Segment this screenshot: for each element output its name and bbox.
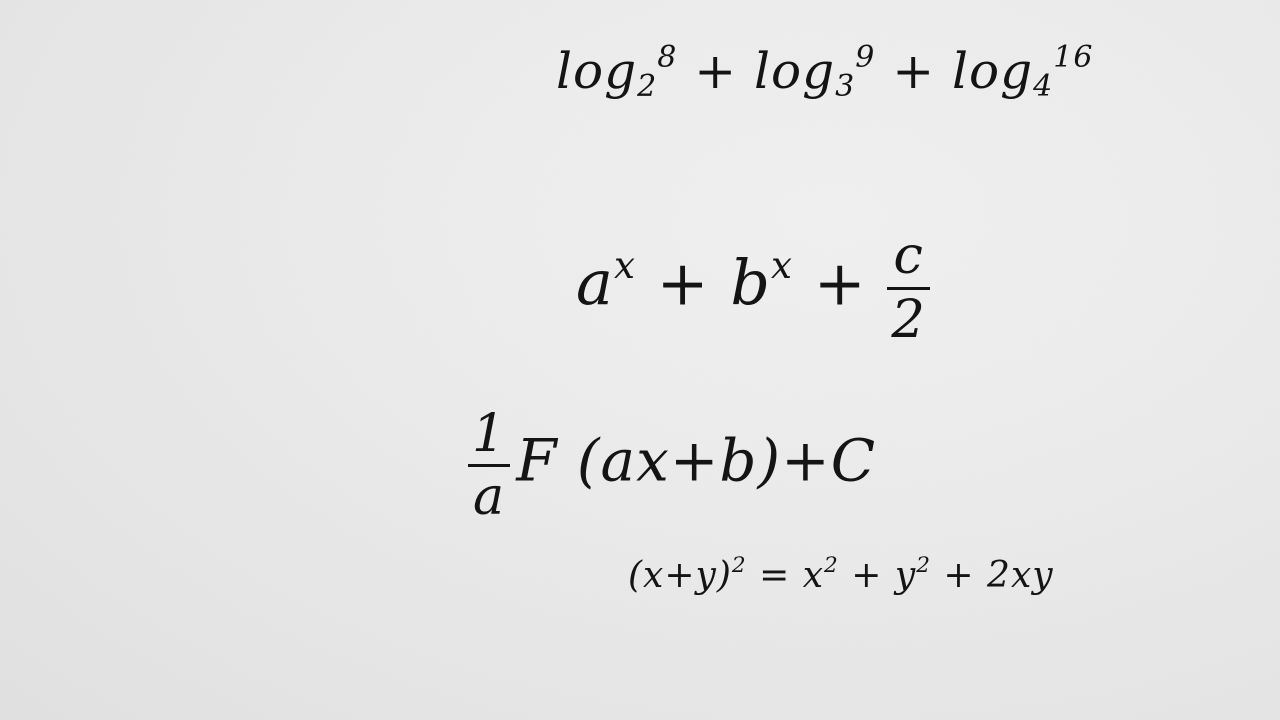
equals-sign: =	[759, 555, 791, 596]
square-term-2-power: 2	[916, 552, 931, 578]
square-lhs	[628, 552, 747, 596]
log-fn-3: log	[952, 42, 1034, 100]
log-term-1	[556, 40, 678, 104]
plus-sign-1: +	[694, 42, 738, 100]
fraction-numerator: 1	[472, 404, 507, 464]
exp-power-1: x	[613, 243, 636, 288]
plus-sign-6: +	[943, 555, 975, 596]
square-term-2	[894, 552, 931, 596]
exp-term-1	[576, 243, 636, 320]
square-term-3: 2xy	[987, 555, 1054, 596]
log-term-2	[754, 40, 876, 104]
log-term-3	[952, 40, 1094, 104]
equation-log-sum	[556, 40, 1094, 104]
exp-power-2: x	[771, 243, 794, 288]
antiderivative-body: F (ax+b)+C	[516, 426, 877, 495]
log-base-1: 2	[637, 68, 658, 104]
equation-antiderivative	[468, 404, 877, 528]
log-fn-2: log	[754, 42, 836, 100]
fraction-denominator: a	[473, 467, 506, 528]
log-arg-2: 9	[855, 40, 876, 75]
fraction-1-over-a	[468, 404, 510, 528]
square-term-2-base: y	[894, 555, 917, 596]
equation-binomial-square	[628, 552, 1054, 596]
exp-term-2	[730, 243, 794, 320]
square-term-1-power: 2	[824, 552, 839, 578]
square-lhs-power: 2	[731, 552, 747, 578]
equation-exponential-sum	[576, 225, 930, 350]
square-lhs-base: (x+y)	[628, 555, 732, 596]
square-term-1	[802, 552, 839, 596]
exp-base-1: a	[576, 246, 614, 320]
fraction-numerator: c	[893, 225, 924, 286]
log-base-3: 4	[1033, 68, 1054, 104]
square-term-1-base: x	[802, 555, 825, 596]
log-arg-1: 8	[657, 40, 678, 75]
log-arg-3: 16	[1053, 40, 1094, 75]
fraction-denominator: 2	[891, 288, 926, 350]
plus-sign-3: +	[656, 246, 710, 320]
exp-base-2: b	[730, 246, 772, 320]
plus-sign-4: +	[813, 246, 867, 320]
log-base-2: 3	[835, 68, 856, 104]
fraction-c-over-2	[887, 225, 930, 350]
log-fn-1: log	[556, 42, 638, 100]
plus-sign-2: +	[892, 42, 936, 100]
plus-sign-5: +	[851, 555, 883, 596]
